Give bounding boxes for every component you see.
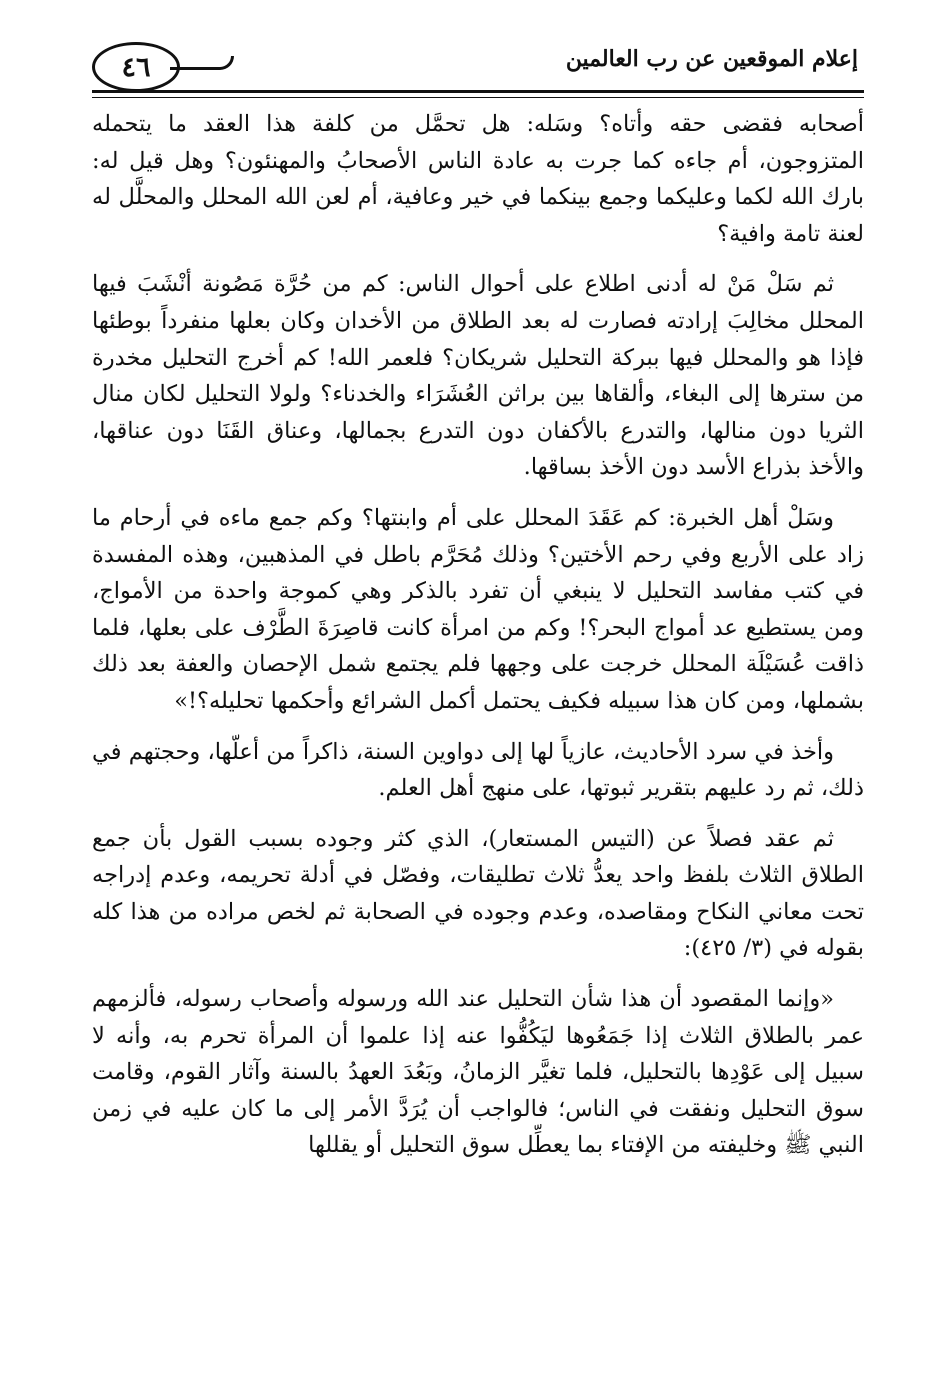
- paragraph-3: وسَلْ أهل الخبرة: كم عَقَدَ المحلل على أم وابنتها؟ وكم جمع ماءه في أرحام ما زاد على الأربع وفي رحم الأختين؟ وذلك مُحَرَّم باطل في المذهبين، وهذه المفسدة في كتب مفاسد التحليل لا ينبغي أن تفرد بالذكر وهي كموجة واحدة من الأمواج، ومن يستطيع عد أمواج البحر؟! وكم من امرأة كانت قاصِرَةَ الطَّرْف على بعلها، فلما ذاقت عُسَيْلَة المحلل خرجت على وجهها فلم يجتمع شمل الإحصان والعفة بعد ذلك بشملها، ومن كان هذا سبيله فكيف يحتمل أكمل الشرائع وأحكمها تحليله؟!»: [92, 504, 864, 714]
- page-number: ٤٦: [92, 42, 180, 92]
- paragraph-1: أصحابه فقضى حقه وأتاه؟ وسَله: هل تحمَّل من كلفة هذا العقد ما يتحمله المتزوجون، أم جاءه كما جرت به عادة الناس الأصحابُ والمهنئون؟ وهل قيل له: بارك الله لكما وعليكما وجمع بينكما في خير وعافية، أم لعن الله المحلل والمحلَّل له لعنة تامة وافية؟: [92, 111, 864, 247]
- paragraph-4: وأخذ في سرد الأحاديث، عازياً لها إلى دواوين السنة، ذاكراً من أعلّها، وحجتهم في ذلك، ثم رد عليهم بتقرير ثبوتها، على منهج أهل العلم.: [92, 738, 864, 802]
- header-rule-thick: [92, 90, 864, 93]
- header-rule-thin: [92, 97, 864, 98]
- page-header: [92, 38, 864, 100]
- paragraph-2: ثم سَلْ مَنْ له أدنى اطلاع على أحوال الناس: كم من حُرَّة مَصُونة أنْشَبَ فيها المحلل مخالِبَ إرادته فصارت له بعد الطلاق من الأخدان وكان بعلها منفرداً بوطئها فإذا هو والمحلل فيها ببركة التحليل شريكان؟ فلعمر الله! كم أخرج التحليل مخدرة من سترها إلى البغاء، وألقاها بين براثن العُشَرَاء والخدناء؟ ولولا التحليل لكان منال الثريا دون منالها، والتدرع بالأكفان دون التدرع بجمالها، وعناق القَنَا دون عناقها، والأخذ بذراع الأسد دون الأخذ بساقها.: [92, 271, 864, 481]
- badge-flourish: [170, 56, 234, 70]
- paragraph-6: «وإنما المقصود أن هذا شأن التحليل عند الله ورسوله وأصحاب رسوله، فألزمهم عمر بالطلاق الثلاث إذا جَمَعُوها ليَكُفُّوا عنه إذا علموا أن المرأة تحرم به، وأنه لا سبيل إلى عَوْدِها بالتحليل، فلما تغيَّر الزمانُ، وبَعُدَ العهدُ بالسنة وآثار القوم، وقامت سوق التحليل ونفقت في الناس؛ فالواجب أن يُرَدَّ الأمر إلى ما كان عليه في زمن النبي ﷺ وخليفته من الإفتاء بما يعطِّل سوق التحليل أو يقللها: [92, 986, 864, 1159]
- body-text: [92, 106, 864, 1178]
- page-number-badge: [92, 42, 234, 94]
- running-title: إعلام الموقعين عن رب العالمين: [565, 46, 858, 72]
- paragraph-5: ثم عقد فصلاً عن (التيس المستعار)، الذي كثر وجوده بسبب القول بأن جمع الطلاق الثلاث بلفظ واحد يعدُّ ثلاث تطليقات، وفصّل في أدلة تحريمه، وعدم إدراجه تحت معاني النكاح ومقاصده، وعدم وجوده في الصحابة ثم لخص مراده من هذا كله بقوله في (٣/ ٤٢٥):: [92, 825, 864, 962]
